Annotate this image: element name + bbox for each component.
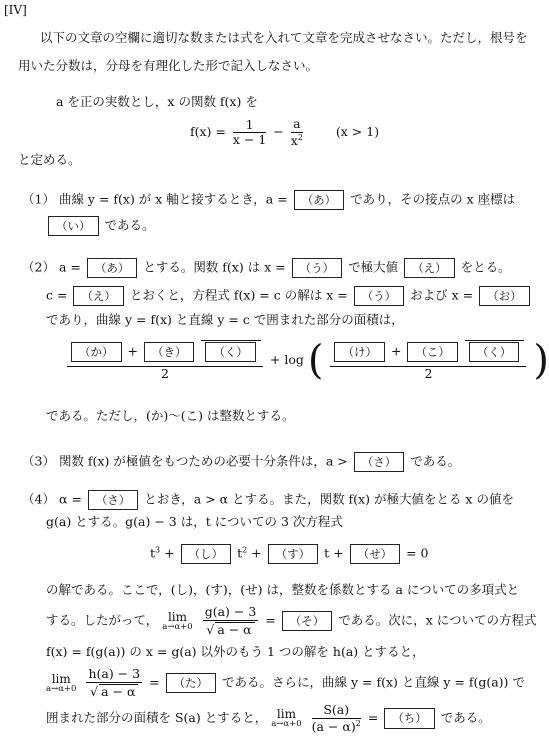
answer-box-a[interactable]: （あ） xyxy=(294,190,345,210)
section-label: [IV] xyxy=(4,3,27,17)
q1-line-1: （1） 曲線 y = f(x) が x 軸と接するとき，a = （あ） であり，その接点の x 座標は xyxy=(22,190,515,210)
domain-condition: (x > 1) xyxy=(335,124,380,140)
answer-box-ko[interactable]: （こ） xyxy=(407,342,458,362)
answer-box-e[interactable]: （え） xyxy=(404,258,455,278)
answer-box-o[interactable]: （お） xyxy=(479,286,530,306)
answer-box-sa[interactable]: （さ） xyxy=(354,452,405,472)
intro-line-2: 用いた分数は，分母を有理化した形で記入しなさい。 xyxy=(18,58,319,73)
setup-line: a を正の実数とし，x の関数 f(x) を xyxy=(56,94,258,109)
answer-box-e-ref[interactable]: （え） xyxy=(73,286,124,306)
q2-line-4: である。ただし，(か)〜(こ) は整数とする。 xyxy=(46,408,295,423)
q4-line-5: する。したがって， lim a→α+0 $\frac{g(a) - 3}{√ a - \alpha}$ = （そ） である。次に，x についての方程式 xyxy=(46,604,537,637)
q4-line-1: （4） α = （さ） とおき，a > α とする。また，関数 f(x) が極大値をとる x の値を xyxy=(22,490,514,510)
answer-box-so[interactable]: （そ） xyxy=(282,611,333,631)
cubic-equation: $t^3$ + （し） $t^2$ + （す） t + （せ） = 0 xyxy=(150,544,429,564)
answer-box-sa-ref[interactable]: （さ） xyxy=(88,490,139,510)
intro-line-1: 以下の文章の空欄に適切な数または式を入れて文章を完成させなさい。ただし，根号を xyxy=(40,30,528,45)
answer-box-u-ref[interactable]: （う） xyxy=(354,286,405,306)
q4-line-2: g(a) とする。g(a) − 3 は，t についての 3 次方程式 xyxy=(46,514,343,529)
setup-ending: と定める。 xyxy=(18,152,81,167)
area-fraction-2: $\frac{\text{（け） + （こ） （く）}}{2}$ xyxy=(330,340,526,381)
q3-number: （3） xyxy=(22,453,55,469)
answer-box-chi[interactable]: （ち） xyxy=(384,708,435,728)
sqrt-sign xyxy=(201,340,261,362)
limit-1-fraction: $\frac{g(a) - 3}{√ a - \alpha}$ xyxy=(204,604,257,637)
limit-2-fraction: $\frac{h(a) - 3}{√ a - \alpha}$ xyxy=(88,666,141,699)
q1-line-2: （い） である。 xyxy=(46,216,155,236)
q2-line-1: （2） a = （あ） とする。関数 f(x) は x = （う） で極大値 （え） をとる。 xyxy=(22,258,511,278)
answer-box-ke[interactable]: （け） xyxy=(334,342,385,362)
limit-3: lim a→α+0 xyxy=(271,707,302,730)
function-definition: f(x) = $\frac{1}{x - 1}$ − $\frac{a}{x^2}$ (x > 1) xyxy=(190,116,380,148)
q4-line-8: 囲まれた部分の面積を S(a) とすると， lim a→α+0 $\frac{S(a)}{(a - \alpha)^2}$ = （ち） である。 xyxy=(46,702,491,734)
answer-box-a-ref[interactable]: （あ） xyxy=(87,258,138,278)
answer-box-ki[interactable]: （き） xyxy=(144,342,195,362)
answer-box-su[interactable]: （す） xyxy=(268,544,319,564)
q1-number: （1） xyxy=(22,191,55,207)
log-term: + log xyxy=(269,351,304,367)
q2-line-3: であり，曲線 y = f(x) と直線 y = c で囲まれた部分の面積は， xyxy=(46,312,404,327)
answer-box-ta[interactable]: （た） xyxy=(166,673,217,693)
limit-1: lim a→α+0 xyxy=(162,609,193,632)
answer-box-se[interactable]: （せ） xyxy=(350,544,401,564)
q4-line-7: lim a→α+0 $\frac{h(a) - 3}{√ a - \alpha}$ = （た） である。さらに，曲線 y = f(x) と直線 y = f(g(a)) で xyxy=(46,666,525,699)
area-formula: $\frac{\text{（か） + （き） （く）}}{2}$ + log ( $\frac{\text{（け） + （こ） （く）}}{2}$ ) xyxy=(64,340,549,381)
q2-line-2: c = （え） とおくと，方程式 f(x) = c の解は x = （う） および x = （お） xyxy=(46,286,532,306)
q3-line-1: （3） 関数 f(x) が極値をもつための必要十分条件は，a > （さ） である。 xyxy=(22,452,460,472)
answer-box-ku[interactable]: （く） xyxy=(205,342,256,362)
answer-box-shi[interactable]: （し） xyxy=(181,544,232,564)
fraction-2: $\frac{a}{x^2}$ xyxy=(290,116,303,148)
answer-box-ku-ref[interactable]: （く） xyxy=(469,342,520,362)
q4-line-6: f(x) = f(g(a)) の x = g(a) 以外のもう 1 つの解を h(a) とすると， xyxy=(46,644,425,659)
q2-number: （2） xyxy=(22,259,55,275)
area-fraction-1: $\frac{\text{（か） + （き） （く）}}{2}$ xyxy=(67,340,263,381)
limit-3-fraction: $\frac{S(a)}{(a - \alpha)^2}$ xyxy=(311,702,361,734)
answer-box-i[interactable]: （い） xyxy=(48,216,99,236)
answer-box-ka[interactable]: （か） xyxy=(71,342,122,362)
fraction-1: $\frac{1}{x - 1}$ xyxy=(232,116,267,148)
sqrt-sign-2 xyxy=(465,340,525,362)
limit-2: lim a→α+0 xyxy=(46,671,77,694)
q4-line-4: の解である。ここで，(し)，(す)，(せ) は，整数を係数とする a についての多項式と xyxy=(46,582,520,597)
answer-box-u[interactable]: （う） xyxy=(292,258,343,278)
f-lhs: f(x) = xyxy=(190,124,226,140)
q4-number: （4） xyxy=(22,491,55,507)
